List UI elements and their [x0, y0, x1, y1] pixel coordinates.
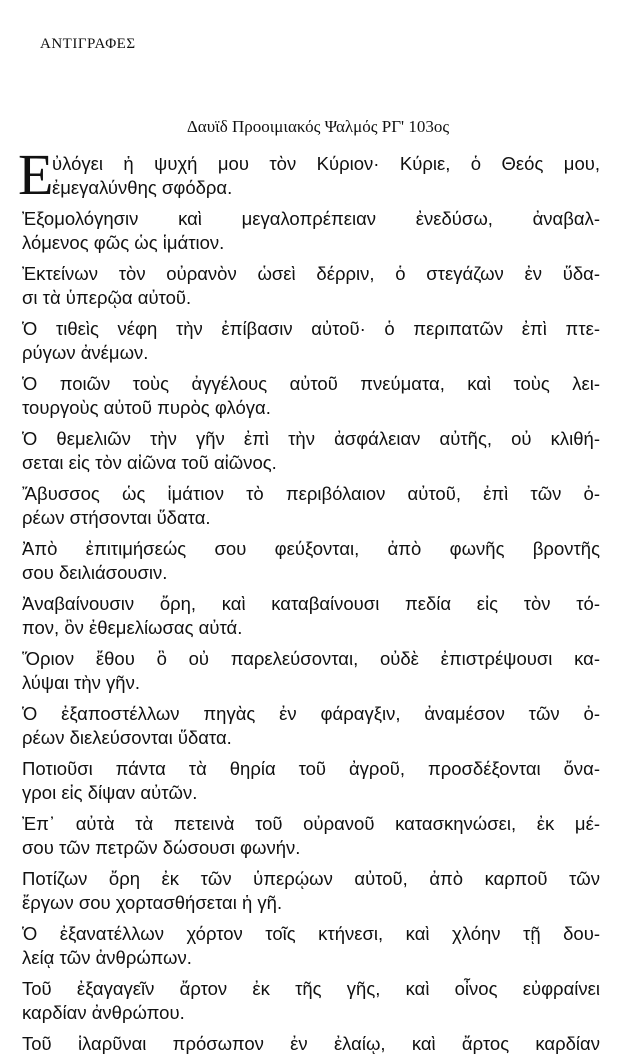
verse-line: Ἐκτείνων τὸν οὐρανὸν ὡσεὶ δέρριν, ὁ στεγάζων ἐν ὕδα-: [22, 263, 600, 284]
psalm-text: [18, 142, 600, 1064]
verse-line: σου τῶν πετρῶν δώσουσι φωνήν.: [22, 836, 301, 858]
verse-line: ρέων στήσονται ὕδατα.: [22, 506, 211, 528]
verse-1: [18, 142, 600, 207]
verse-line: Ὁ ἐξαποστέλλων πηγὰς ἐν φάραγξιν, ἀναμέσον τῶν ὀ-: [22, 703, 600, 724]
verse-5: [22, 372, 600, 419]
verse-line: πον, ὃν ἐθεμελίωσας αὐτά.: [22, 616, 243, 638]
verse-line: Ἐπ᾿ αὐτὰ τὰ πετεινὰ τοῦ οὐρανοῦ κατασκηνώσει, ἐκ μέ-: [22, 813, 600, 834]
verse-line: Ἐξομολόγησιν καὶ μεγαλοπρέπειαν ἐνεδύσω, ἀναβαλ-: [22, 208, 600, 229]
verse-line: λείᾳ τῶν ἀνθρώπων.: [22, 946, 192, 968]
verse-line: Ὁ ποιῶν τοὺς ἀγγέλους αὐτοῦ πνεύματα, καὶ τοὺς λει-: [22, 373, 600, 394]
verse-line: ἔργων σου χορτασθήσεται ἡ γῆ.: [22, 891, 283, 913]
verse-3: [22, 262, 600, 309]
verse-line: λύψαι τὴν γῆν.: [22, 671, 140, 693]
verse-9: [22, 592, 600, 639]
verse-12: [22, 757, 600, 804]
verse-line: Ποτιοῦσι πάντα τὰ θηρία τοῦ ἀγροῦ, προσδέξονται ὄνα-: [22, 758, 600, 779]
drop-cap: Ε: [18, 142, 54, 207]
verse-14: [22, 867, 600, 914]
verse-8: [22, 537, 600, 584]
verse-line: Ἀπὸ ἐπιτιμήσεώς σου φεύξονται, ἀπὸ φωνῆς βροντῆς: [22, 538, 600, 559]
verse-line: σεται εἰς τὸν αἰῶνα τοῦ αἰῶνος.: [22, 451, 277, 473]
verse-line: σου δειλιάσουσιν.: [22, 561, 168, 583]
verse-13: [22, 812, 600, 859]
verse-line: ὐλόγει ἡ ψυχή μου τὸν Κύριον· Κύριε, ὁ Θεός μου,: [52, 153, 600, 174]
verse-16: [22, 977, 600, 1024]
verse-4: [22, 317, 600, 364]
verse-6: [22, 427, 600, 474]
verse-17: [22, 1032, 600, 1056]
verse-line: ρύγων ἀνέμων.: [22, 341, 149, 363]
verse-10: [22, 647, 600, 694]
verse-line: λόμενος φῶς ὡς ἱμάτιον.: [22, 231, 225, 253]
verse-line: Ἄβυσσος ὡς ἱμάτιον τὸ περιβόλαιον αὐτοῦ, ἐπὶ τῶν ὀ-: [22, 483, 600, 504]
psalm-title: Δαυϊδ Προοιμιακός Ψαλμός ΡΓ' 103ος: [186, 117, 450, 136]
verse-line: Ὅριον ἔθου ὃ οὐ παρελεύσονται, οὐδὲ ἐπιστρέψουσι κα-: [22, 648, 600, 669]
verse-line: Ὁ τιθεὶς νέφη τὴν ἐπίβασιν αὐτοῦ· ὁ περιπατῶν ἐπὶ πτε-: [22, 318, 600, 339]
verse-2: [22, 207, 600, 254]
verse-line: καρδίαν ἀνθρώπου.: [22, 1001, 185, 1023]
verse-line: ἐμεγαλύνθης σφόδρα.: [52, 176, 233, 198]
verse-line: Ποτίζων ὄρη ἐκ τῶν ὑπερῴων αὐτοῦ, ἀπὸ καρποῦ τῶν: [22, 868, 600, 889]
running-header: ΑΝΤΙΓΡΑΦΕΣ: [40, 36, 136, 52]
verse-7: [22, 482, 600, 529]
verse-line: Ὁ θεμελιῶν τὴν γῆν ἐπὶ τὴν ἀσφάλειαν αὐτῆς, οὐ κλιθή-: [22, 428, 600, 449]
verse-line: Ὁ ἐξανατέλλων χόρτον τοῖς κτήνεσι, καὶ χλόην τῇ δου-: [22, 923, 600, 944]
verse-line: Τοῦ ἱλαρῦναι πρόσωπον ἐν ἐλαίῳ, καὶ ἄρτος καρδίαν: [22, 1033, 600, 1054]
verse-line: τουργοὺς αὐτοῦ πυρὸς φλόγα.: [22, 396, 271, 418]
verse-line: γροι εἰς δίψαν αὐτῶν.: [22, 781, 198, 803]
verse-line: σι τὰ ὑπερῷα αὐτοῦ.: [22, 286, 192, 308]
verse-line: Τοῦ ἐξαγαγεῖν ἄρτον ἐκ τῆς γῆς, καὶ οἶνος εὐφραίνει: [22, 978, 600, 999]
verse-15: [22, 922, 600, 969]
verse-line: ρέων διελεύσονται ὕδατα.: [22, 726, 232, 748]
verse-line: Ἀναβαίνουσιν ὄρη, καὶ καταβαίνουσι πεδία εἰς τὸν τό-: [22, 593, 600, 614]
verse-11: [22, 702, 600, 749]
